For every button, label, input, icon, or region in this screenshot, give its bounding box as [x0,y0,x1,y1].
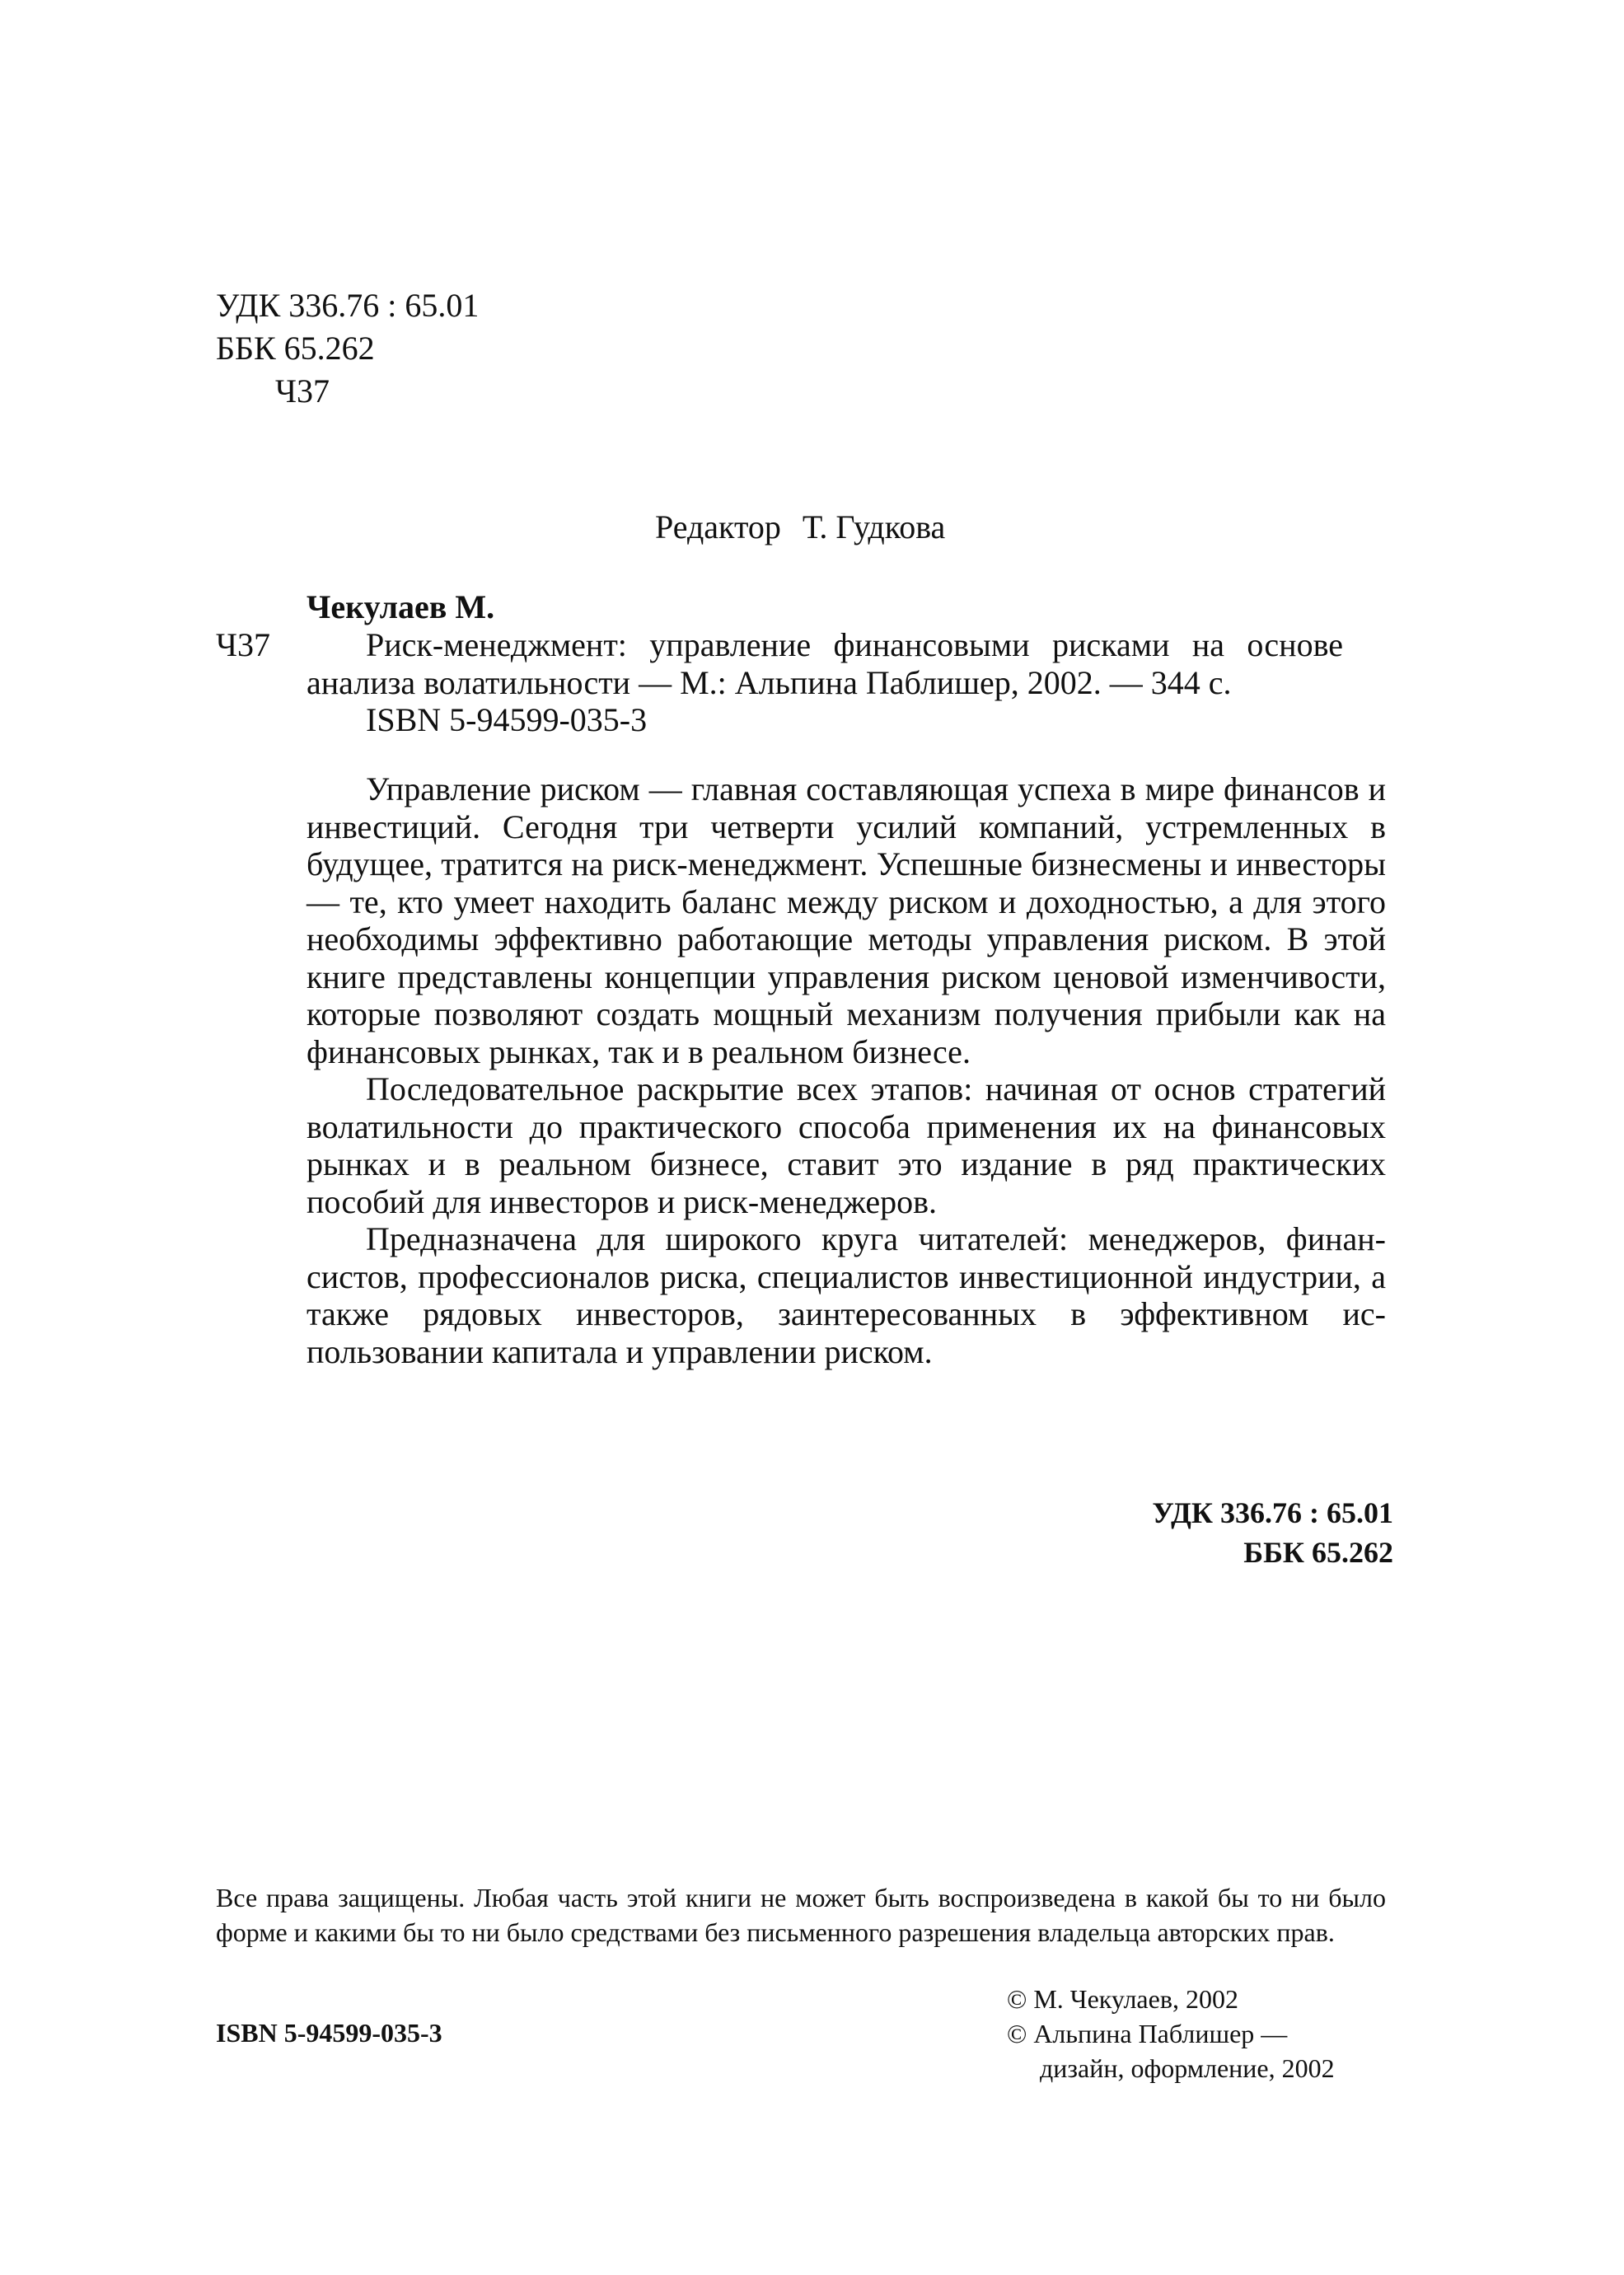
rights-notice: Все права защищены. Любая часть этой книги не может быть воспроизведена в какой бы то ни было форме и какими бы то ни было средствами без письменного разрешения владельца авторских прав. [216,1883,1386,1947]
udk-code-bottom: УДК 336.76 : 65.01 [1152,1496,1393,1529]
classification-bottom [1152,1493,1393,1572]
copyrights [1007,1982,1335,2085]
author-mark: Ч37 [275,372,330,410]
editor-role: Редактор [655,508,781,545]
annotation-paragraph: Управление риском — главная составляющая успеха в мире финансов и инвестиций. Сегодня три четверти усилий компаний, устремленных в будущее, тратится на риск-менеджмент. Успешные бизнесмены и инвесторы — те, кто умеет находить баланс между риском и доходностью, а для этого необходимы эффективно работающие методы управления риском. В этой книге представлены концепции управления риском ценовой изменчивости, которые позволяют создать мощный механизм получения прибыли как на финансовых рынках, так и в реальном бизнесе. [307,770,1386,1070]
editor-name: Т. Гудкова [802,508,946,545]
bib-isbn: ISBN 5-94599-035-3 [366,701,648,738]
bbk-code: ББК 65.262 [216,330,375,367]
copyright-publisher: © Альпина Паблишер — [1007,2019,1288,2048]
udk-code: УДК 336.76 : 65.01 [216,287,480,324]
editor-credit [655,507,945,548]
annotation-paragraph: Последовательное раскрытие всех этапов: начиная от основ стратегий волатильности до практического способа применения их на финансовых рынках и в реальном бизнесе, ставит это издание в ряд практических пособий для инвесторов и риск-менеджеров. [307,1070,1386,1220]
annotation [307,770,1386,1370]
classification-top [216,284,479,413]
isbn-bottom: ISBN 5-94599-035-3 [216,2018,442,2048]
bbk-code-bottom: ББК 65.262 [1243,1536,1393,1569]
annotation-paragraph: Предназначена для широкого круга читателей: менеджеров, финансистов, профессионалов риска, специалистов инвестиционной индустрии, а также рядовых инвесторов, заинтересованных в эффективном использовании капитала и управлении риском. [307,1220,1386,1370]
bib-author: Чекулаев М. [307,588,495,625]
copyright-author: © М. Чекулаев, 2002 [1007,1984,1238,2014]
bib-description: Риск-менеджмент: управление финансовыми рисками на основе анализа волатильности — М.: Альпина Паблишер, 2002. — 344 с. [307,626,1343,701]
copyright-publisher-cont: дизайн, оформление, 2002 [1040,2053,1335,2083]
bib-author-mark: Ч37 [216,626,270,663]
